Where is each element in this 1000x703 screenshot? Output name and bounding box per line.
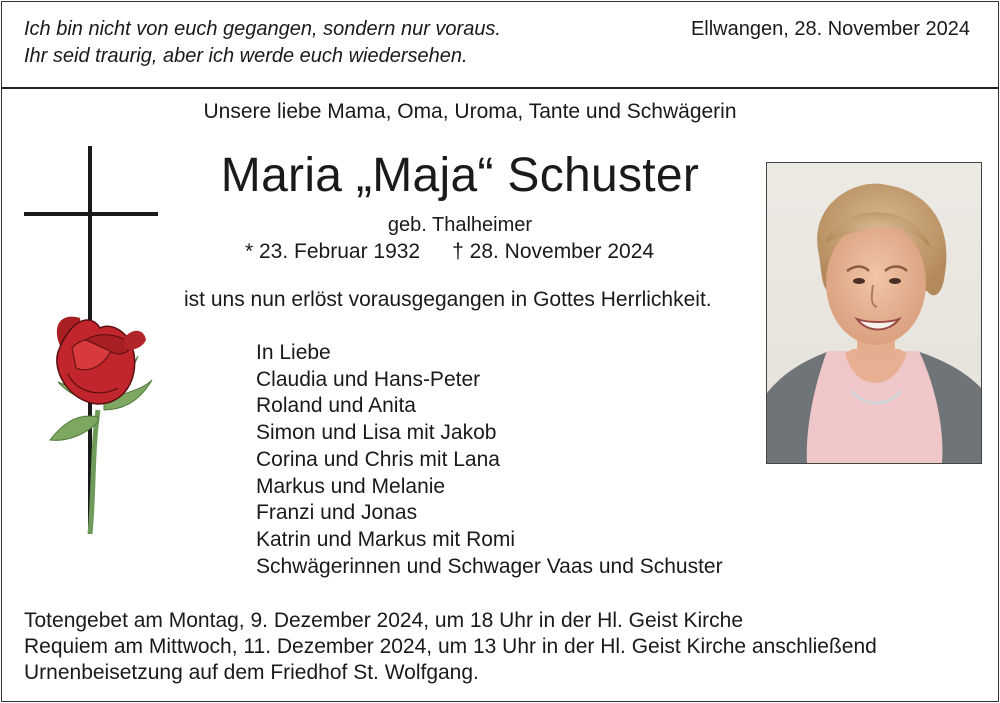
rose-icon <box>50 317 152 534</box>
list-item: Katrin und Markus mit Romi <box>256 527 516 551</box>
service-line: Urnenbeisetzung auf dem Friedhof St. Wolfgang. <box>24 661 479 684</box>
quote <box>24 16 501 70</box>
message: ist uns nun erlöst vorausgegangen in Gottes Herrlichkeit. <box>184 288 712 311</box>
mourners-list <box>256 340 723 580</box>
service-info <box>24 608 877 686</box>
list-item: Roland und Anita <box>256 394 416 418</box>
cross-icon <box>20 142 170 542</box>
deceased-name: Maria „Maja“ Schuster <box>220 149 700 202</box>
header-divider <box>1 87 999 89</box>
quote-line-2: Ihr seid traurig, aber ich werde euch wiedersehen. <box>24 45 468 67</box>
service-line: Totengebet am Montag, 9. Dezember 2024, um 18 Uhr in der Hl. Geist Kirche <box>24 609 744 632</box>
list-item: Schwägerinnen und Schwager Vaas und Schuster <box>256 554 723 578</box>
death-date: † 28. November 2024 <box>452 240 655 263</box>
list-item: Markus und Melanie <box>256 474 446 498</box>
list-item: Corina und Chris mit Lana <box>256 447 500 471</box>
list-item: In Liebe <box>256 341 331 364</box>
intro-text: Unsere liebe Mama, Oma, Uroma, Tante und Schwägerin <box>203 100 737 123</box>
birth-name: geb. Thalheimer <box>387 214 533 236</box>
list-item: Simon und Lisa mit Jakob <box>256 421 497 445</box>
list-item: Claudia und Hans-Peter <box>256 367 481 391</box>
place-date: Ellwangen, 28. November 2024 <box>690 18 970 40</box>
life-dates <box>245 240 654 264</box>
portrait-photo <box>766 162 982 464</box>
service-line: Requiem am Mittwoch, 11. Dezember 2024, um 13 Uhr in der Hl. Geist Kirche anschließend <box>24 635 877 658</box>
birth-date: * 23. Februar 1932 <box>245 240 421 263</box>
list-item: Franzi und Jonas <box>256 501 418 525</box>
quote-line-1: Ich bin nicht von euch gegangen, sondern nur voraus. <box>24 18 501 40</box>
